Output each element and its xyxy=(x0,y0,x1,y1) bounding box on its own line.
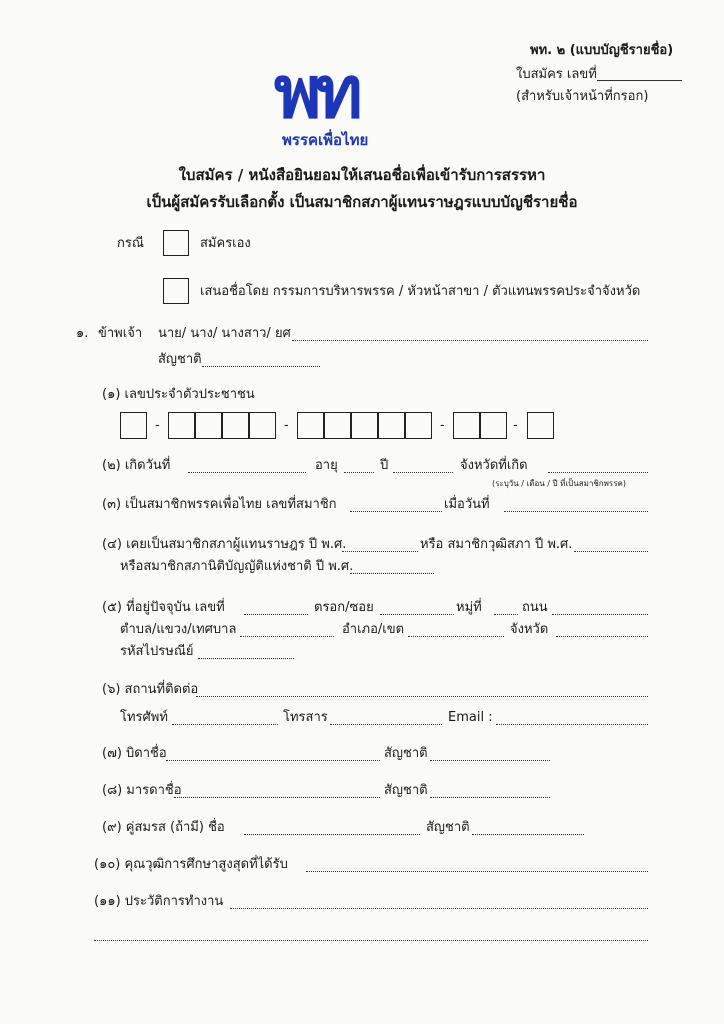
nationality-label: สัญชาติ xyxy=(158,352,202,367)
application-number-label: ใบสมัคร เลขที่ xyxy=(516,67,597,82)
name-title-options: นาย/ นาง/ นางสาว/ ยศ xyxy=(158,326,291,341)
nominated-label: เสนอชื่อโดย กรรมการบริหารพรรค / หัวหน้าสาขา / ตัวแทนพรรคประจำจังหวัด xyxy=(200,284,641,299)
nominated-checkbox[interactable] xyxy=(163,278,189,304)
nationality-field[interactable] xyxy=(202,366,320,367)
birth-date-label: (๒) เกิดวันที่ xyxy=(102,458,171,473)
email-label: Email : xyxy=(448,710,493,725)
id-card-label: (๑) เลขประจำตัวประชาชน xyxy=(102,387,255,402)
party-logo-icon: พท xyxy=(274,50,357,134)
fax-field[interactable] xyxy=(330,724,442,725)
id-separator: - xyxy=(513,418,518,433)
education-field[interactable] xyxy=(306,871,648,872)
form-code: พท. ๒ (แบบบัญชีรายชื่อ) xyxy=(530,43,674,58)
birth-province-field[interactable] xyxy=(548,472,648,473)
work-history-field[interactable] xyxy=(230,908,648,909)
form-title-line2: เป็นผู้สมัครรับเลือกตั้ง เป็นสมาชิกสภาผู้แทนราษฎรแบบบัญชีรายชื่อ xyxy=(146,193,578,211)
work-history-field-continued[interactable] xyxy=(94,940,648,941)
contact-address-label: (๖) สถานที่ติดต่อ xyxy=(102,682,199,697)
email-field[interactable] xyxy=(496,724,648,725)
mother-name-label: (๘) มารดาชื่อ xyxy=(102,783,182,798)
postcode-label: รหัสไปรษณีย์ xyxy=(120,644,194,659)
id-digit-box[interactable] xyxy=(249,412,276,439)
id-separator: - xyxy=(284,418,289,433)
alley-field[interactable] xyxy=(380,614,454,615)
id-digit-box[interactable] xyxy=(378,412,405,439)
id-digit-box[interactable] xyxy=(405,412,432,439)
id-digit-box[interactable] xyxy=(168,412,195,439)
house-number-field[interactable] xyxy=(244,614,308,615)
id-digit-box[interactable] xyxy=(453,412,480,439)
birth-province-label: จังหวัดที่เกิด xyxy=(460,458,528,473)
age-field[interactable] xyxy=(344,472,374,473)
father-name-label: (๗) บิดาชื่อ xyxy=(102,746,167,761)
member-number-field[interactable] xyxy=(350,511,442,512)
mother-nationality-field[interactable] xyxy=(430,797,550,798)
spouse-nationality-field[interactable] xyxy=(472,834,584,835)
self-apply-label: สมัครเอง xyxy=(200,236,251,251)
former-mp-year-field[interactable] xyxy=(342,551,418,552)
former-nla-label: หรือสมาชิกสภานิติบัญญัติแห่งชาติ ปี พ.ศ. xyxy=(120,559,354,574)
road-field[interactable] xyxy=(552,614,648,615)
id-digit-box[interactable] xyxy=(351,412,378,439)
subdistrict-field[interactable] xyxy=(240,636,334,637)
id-digit-box[interactable] xyxy=(195,412,222,439)
province-label: จังหวัด xyxy=(510,622,549,637)
id-separator: - xyxy=(155,418,160,433)
case-label: กรณี xyxy=(117,236,144,251)
work-history-label: (๑๑) ประวัติการทำงาน xyxy=(94,894,224,909)
application-number-field[interactable] xyxy=(597,80,682,81)
road-label: ถนน xyxy=(522,600,548,615)
education-label: (๑๐) คุณวุฒิการศึกษาสูงสุดที่ได้รับ xyxy=(94,857,288,872)
moo-field[interactable] xyxy=(494,614,518,615)
fax-label: โทรสาร xyxy=(283,710,328,725)
contact-address-field[interactable] xyxy=(196,696,648,697)
id-digit-box[interactable] xyxy=(120,412,147,439)
former-mp-label: (๔) เคยเป็นสมาชิกสภาผู้แทนราษฎร ปี พ.ศ. xyxy=(102,537,347,552)
age-label: อายุ xyxy=(315,458,338,473)
former-senator-label: หรือ สมาชิกวุฒิสภา ปี พ.ศ. xyxy=(420,537,573,552)
id-digit-box[interactable] xyxy=(222,412,249,439)
spouse-name-label: (๙) คู่สมรส (ถ้ามี) ชื่อ xyxy=(102,820,225,835)
district-field[interactable] xyxy=(408,636,504,637)
subdistrict-label: ตำบล/แขวง/เทศบาล xyxy=(120,622,237,637)
member-date-label: เมื่อวันที่ xyxy=(444,497,490,512)
former-senator-year-field[interactable] xyxy=(574,551,648,552)
postcode-field[interactable] xyxy=(198,658,294,659)
party-name: พรรคเพื่อไทย xyxy=(282,131,369,149)
full-name-field[interactable] xyxy=(292,340,648,341)
birth-date-field[interactable] xyxy=(188,472,306,473)
mother-nationality-label: สัญชาติ xyxy=(384,783,428,798)
former-nla-year-field[interactable] xyxy=(350,573,434,574)
province-field[interactable] xyxy=(556,636,648,637)
self-apply-checkbox[interactable] xyxy=(163,230,189,256)
year-field[interactable] xyxy=(393,472,453,473)
id-digit-box[interactable] xyxy=(527,412,554,439)
id-separator: - xyxy=(440,418,445,433)
father-nationality-field[interactable] xyxy=(430,760,550,761)
spouse-nationality-label: สัญชาติ xyxy=(426,820,470,835)
father-name-field[interactable] xyxy=(166,760,380,761)
moo-label: หมู่ที่ xyxy=(456,600,482,615)
address-label: (๕) ที่อยู่ปัจจุบัน เลขที่ xyxy=(102,600,225,615)
alley-label: ตรอก/ซอย xyxy=(314,600,374,615)
member-number-label: (๓) เป็นสมาชิกพรรคเพื่อไทย เลขที่สมาชิก xyxy=(102,497,337,512)
officer-note: (สำหรับเจ้าหน้าที่กรอก) xyxy=(516,89,649,104)
phone-field[interactable] xyxy=(172,724,278,725)
mother-name-field[interactable] xyxy=(174,797,380,798)
year-label: ปี xyxy=(380,458,389,473)
father-nationality-label: สัญชาติ xyxy=(384,746,428,761)
id-digit-box[interactable] xyxy=(324,412,351,439)
district-label: อำเภอ/เขต xyxy=(342,622,405,637)
date-format-note: (ระบุวัน / เดือน / ปี ที่เป็นสมาชิกพรรค) xyxy=(492,479,626,488)
form-title-line1: ใบสมัคร / หนังสือยินยอมให้เสนอชื่อเพื่อเข้ารับการสรรหา xyxy=(178,166,546,184)
id-digit-box[interactable] xyxy=(297,412,324,439)
id-digit-box[interactable] xyxy=(480,412,507,439)
member-date-field[interactable] xyxy=(504,511,648,512)
section1-label: ข้าพเจ้า xyxy=(98,326,143,341)
spouse-name-field[interactable] xyxy=(244,834,420,835)
phone-label: โทรศัพท์ xyxy=(120,710,168,725)
section1-number: ๑. xyxy=(76,326,89,341)
